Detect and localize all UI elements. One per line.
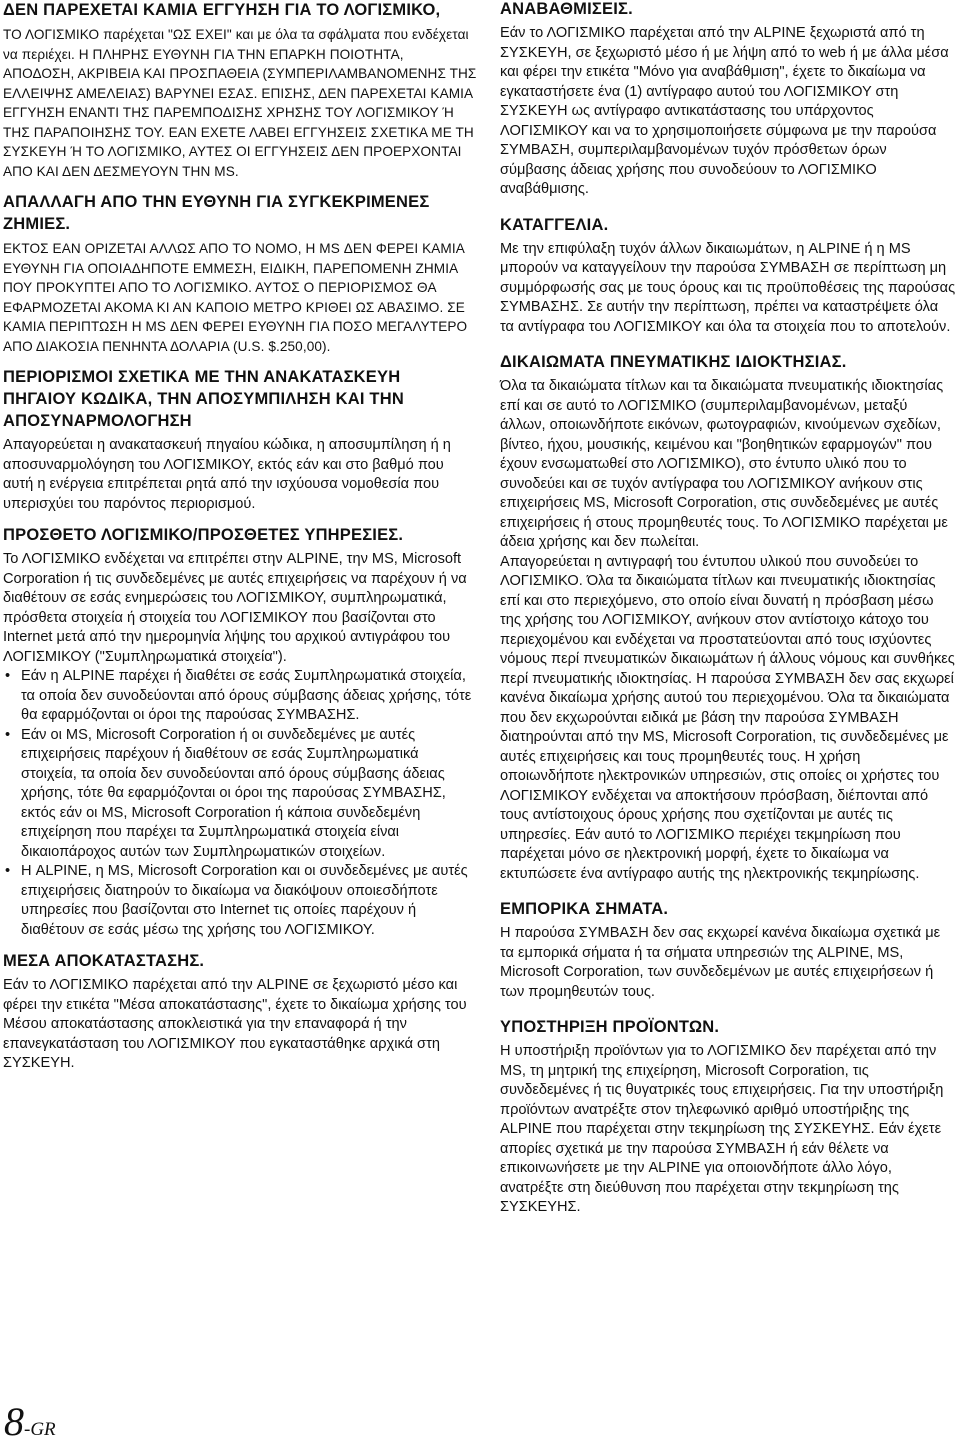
paragraph-intellectual-property-2: Απαγορεύεται η αντιγραφή του έντυπου υλικού που συνοδεύει το ΛΟΓΙΣΜΙΚΟ. Όλα τα δικαιώματα τίτλων και πνευματικής ιδιοκτησίας επί και στο περιεχόμενο, στο οποίο είναι δυνατή η πρόσβαση μέσω της χρήσης του ΛΟΓΙΣΜΙΚΟΥ, ανήκουν στον αντίστοιχο κάτοχο του περιεχομένου και ενδέχεται να προστατεύονται από τους ισχύοντες νόμους περί πνευματικών δικαιωμάτων ή άλλους νόμους και συνθήκες περί πνευματικής ιδιοκτησίας. Η παρούσα ΣΥΜΒΑΣΗ δεν σας εκχωρεί κανένα δικαίωμα χρήσης αυτού του περιεχομένου. Όλα τα δικαιώματα που δεν εκχωρούνται ειδικά με βάση την παρούσα ΣΥΜΒΑΣΗ διατηρούνται από την MS, Microsoft Corporation, τις συνδεδεμένες με αυτές επιχειρήσεις και τους προμηθευτές τους. Η χρήση οποιωνδήποτε ηλεκτρονικών υπηρεσιών, στις οποίες οι χρήστες του ΛΟΓΙΣΜΙΚΟΥ ενδέχεται να αποκτήσουν πρόσβαση, διέπονται από τους αντίστοιχους όρους χρήσης που σχετίζονται με αυτές τις υπηρεσίες. Εάν αυτό το ΛΟΓΙΣΜΙΚΟ περιέχει τεκμηρίωση που παρέχεται μόνο σε ηλεκτρονική μορφή, έχετε το δικαίωμα να εκτυπώσετε ένα αντίγραφο αυτής της ηλεκτρονικής τεκμηρίωσης. xyxy=(500,553,955,882)
paragraph-no-warranty: ΤΟ ΛΟΓΙΣΜΙΚΟ παρέχεται "ΩΣ ΕΧΕΙ" και με όλα τα σφάλματα που ενδέχεται να περιέχει. Η ΠΛΗΡΗΣ ΕΥΘΥΝΗ ΓΙΑ ΤΗΝ ΕΠΑΡΚΗ ΠΟΙΟΤΗΤΑ, ΑΠΟΔΟΣΗ, ΑΚΡΙΒΕΙΑ ΚΑΙ ΠΡΟΣΠΑΘΕΙΑ (ΣΥΜΠΕΡΙΛΑΜΒΑΝΟΜΕΝΗΣ ΤΗΣ ΕΛΛΕΙΨΗΣ ΑΜΕΛΕΙΑΣ) ΒΑΡΥΝΕΙ ΕΣΑΣ. ΕΠΙΣΗΣ, ΔΕΝ ΠΑΡΕΧΕΤΑΙ ΚΑΜΙΑ ΕΓΓΥΗΣΗ ΕΝΑΝΤΙ ΤΗΣ ΠΑΡΕΜΠΟΔΙΣΗΣ ΧΡΗΣΗΣ ΤΟΥ ΛΟΓΙΣΜΙΚΟΥ Ή ΤΗΣ ΠΑΡΑΠΟΙΗΣΗΣ ΤΟΥ. ΕΑΝ ΕΧΕΤΕ ΛΑΒΕΙ ΕΓΓΥΗΣΕΙΣ ΣΧΕΤΙΚΑ ΜΕ ΤΗ ΣΥΣΚΕΥΗ Ή ΤΟ ΛΟΓΙΣΜΙΚΟ, ΑΥΤΕΣ ΟΙ ΕΓΓΥΗΣΕΙΣ ΔΕΝ ΠΡΟΕΡΧΟΝΤΑΙ ΑΠΟ ΚΑΙ ΔΕΝ ΔΕΣΜΕΥΟΥΝ ΤΗΝ MS. xyxy=(3,27,477,179)
heading-reverse-engineering: ΠΕΡΙΟΡΙΣΜΟΙ ΣΧΕΤΙΚΑ ΜΕ ΤΗΝ ΑΝΑΚΑΤΑΣΚΕΥΗ ΠΗΓΑΙΟΥ ΚΩΔΙΚΑ, ΤΗΝ ΑΠΟΣΥΜΠΙΛΗΣΗ ΚΑΙ ΤΗΝ ΑΠΟΣΥΝΑΡΜΟΛΟΓΗΣΗ xyxy=(3,368,404,430)
bullet-text: Η ALPINE, η MS, Microsoft Corporation και οι συνδεδεμένες με αυτές επιχειρήσεις διατηρούν το δικαίωμα να διακόψουν οποιεσδήποτε υπηρεσίες που βασίζονται στο Internet τις οποίες παρέχουν ή διαθέτουν σε εσάς μέσω της χρήσης του ΛΟΓΙΣΜΙΚΟΥ. xyxy=(21,863,468,938)
heading-upgrades: ΑΝΑΒΑΘΜΙΣΕΙΣ. xyxy=(500,0,633,18)
supplements-bullet-list xyxy=(3,667,477,940)
paragraph-supplements: Το ΛΟΓΙΣΜΙΚΟ ενδέχεται να επιτρέπει στην ALPINE, την MS, Microsoft Corporation ή τις συνδεδεμένες με αυτές επιχειρήσεις να παρέχουν ή να διαθέτουν σε εσάς ενημερώσεις του ΛΟΓΙΣΜΙΚΟΥ, συμπληρωματικά, πρόσθετα στοιχεία ή στοιχεία του ΛΟΓΙΣΜΙΚΟΥ που βασίζονται στο Internet μετά από την ημερομηνία λήψης του αρχικού αντιγράφου του ΛΟΓΙΣΜΙΚΟΥ ("Συμπληρωματικά στοιχεία"). xyxy=(3,551,467,665)
paragraph-upgrades: Εάν το ΛΟΓΙΣΜΙΚΟ παρέχεται από την ALPINE ξεχωριστά από τη ΣΥΣΚΕΥΗ, σε ξεχωριστό μέσο ή με λήψη από το web ή με άλλα μέσα και φέρει την ετικέτα "Μόνο για αναβάθμιση", έχετε το δικαίωμα να εγκαταστήσετε ένα (1) αντίγραφο αυτού του ΛΟΓΙΣΜΙΚΟΥ στη ΣΥΣΚΕΥΗ ως αντίγραφο αντικατάστασης του υπάρχοντος ΛΟΓΙΣΜΙΚΟΥ και να το χρησιμοποιήσετε σύμφωνα με την παρούσα ΣΥΜΒΑΣΗ, συμπεριλαμβανομένων τυχόν πρόσθετων όρων σύμβασης άδειας χρήσης που συνοδεύουν το ΛΟΓΙΣΜΙΚΟ αναβάθμισης. xyxy=(500,25,949,197)
heading-supplements: ΠΡΟΣΘΕΤΟ ΛΟΓΙΣΜΙΚΟ/ΠΡΟΣΘΕΤΕΣ ΥΠΗΡΕΣΙΕΣ. xyxy=(3,526,404,544)
left-column xyxy=(3,0,477,1074)
bullet-text: Εάν οι MS, Microsoft Corporation ή οι συνδεδεμένες με αυτές επιχειρήσεις παρέχουν ή διαθέτουν σε εσάς Συμπληρωματικά στοιχεία, τα οποία δεν συνοδεύονται από όρους σύμβασης άδειας χρήσης, τότε θα εφαρμόζονται οι όροι της παρούσας ΣΥΜΒΑΣΗΣ, εκτός εάν οι MS, Microsoft Corporation ή κάποια συνδεδεμένη επιχείρηση που παρέχει τα Συμπληρωματικά στοιχεία είναι δικαιοπάροχος αυτών των Συμπληρωματικών στοιχείων. xyxy=(21,726,446,860)
paragraph-product-support: Η υποστήριξη προϊόντων για το ΛΟΓΙΣΜΙΚΟ δεν παρέχεται από την MS, τη μητρική της επιχείρηση, Microsoft Corporation, τις συνδεδεμένες ή τις θυγατρικές τους επιχειρήσεις. Για την υποστήριξη προϊόντων ανατρέξτε στον τηλεφωνικό αριθμό υποστήριξης της ALPINE που παρέχεται στην τεκμηρίωση της ΣΥΣΚΕΥΗΣ. Εάν έχετε απορίες σχετικά με την παρούσα ΣΥΜΒΑΣΗ ή εάν θέλετε να επικοινωνήσετε με την ALPINE για οποιονδήποτε άλλο λόγο, ανατρέξτε στη διεύθυνση που παρέχεται στην τεκμηρίωση της ΣΥΣΚΕΥΗΣ. xyxy=(500,1043,944,1215)
section-supplements xyxy=(3,524,477,940)
heading-intellectual-property: ΔΙΚΑΙΩΜΑΤΑ ΠΝΕΥΜΑΤΙΚΗΣ ΙΔΙΟΚΤΗΣΙΑΣ. xyxy=(500,353,847,371)
section-intellectual-property xyxy=(500,351,956,884)
heading-termination: ΚΑΤΑΓΓΕΛΙΑ. xyxy=(500,215,609,234)
section-recovery-media xyxy=(3,950,477,1074)
paragraph-termination: Με την επιφύλαξη τυχόν άλλων δικαιωμάτων, η ALPINE ή η MS μπορούν να καταγγείλουν την παρούσα ΣΥΜΒΑΣΗ σε περίπτωση μη συμμόρφωσής σας με τους όρους και τις προϋποθέσεις της παρούσας ΣΥΜΒΑΣΗΣ. Σε αυτήν την περίπτωση, πρέπει να καταστρέψετε όλα τα αντίγραφα του ΛΟΓΙΣΜΙΚΟΥ και όλα τα στοιχεία που το αποτελούν. xyxy=(500,240,956,335)
page-number xyxy=(4,1398,56,1445)
section-product-support xyxy=(500,1016,956,1218)
section-upgrades xyxy=(500,0,956,200)
section-reverse-engineering xyxy=(3,366,477,514)
paragraph-recovery-media: Εάν το ΛΟΓΙΣΜΙΚΟ παρέχεται από την ALPINE σε ξεχωριστό μέσο και φέρει την ετικέτα "Μέσα αποκατάστασης", έχετε το δικαίωμα χρήσης του Μέσου αποκατάστασης αποκλειστικά για την επαναφορά ή την επανεγκατάσταση του ΛΟΓΙΣΜΙΚΟΥ που εγκαταστάθηκε αρχικά στη ΣΥΣΚΕΥΗ. xyxy=(3,977,467,1071)
bullet-icon: • xyxy=(5,863,11,879)
right-column xyxy=(500,0,956,1218)
section-trademarks xyxy=(500,898,956,1002)
bullet-icon: • xyxy=(5,668,11,684)
bullet-text: Εάν η ALPINE παρέχει ή διαθέτει σε εσάς Συμπληρωματικά στοιχεία, τα οποία δεν συνοδεύονται από όρους σύμβασης άδειας χρήσης, τότε θα εφαρμόζονται οι όροι της παρούσας ΣΥΜΒΑΣΗΣ. xyxy=(21,668,472,723)
section-liability-exclusion xyxy=(3,191,477,356)
heading-no-warranty: ΔΕΝ ΠΑΡΕΧΕΤΑΙ ΚΑΜΙΑ ΕΓΓΥΗΣΗ ΓΙΑ ΤΟ ΛΟΓΙΣΜΙΚΟ, xyxy=(3,1,441,19)
paragraph-reverse-engineering: Απαγορεύεται η ανακατασκευή πηγαίου κώδικα, η αποσυμπίληση ή η αποσυναρμολόγηση του ΛΟΓΙΣΜΙΚΟΥ, εκτός εάν και στο βαθμό που αυτή η ενέργεια επιτρέπεται ρητά από την ισχύουσα νομοθεσία που υπερισχύει του παρόντος περιορισμού. xyxy=(3,437,451,512)
bullet-item xyxy=(3,862,477,940)
heading-recovery-media: ΜΕΣΑ ΑΠΟΚΑΤΑΣΤΑΣΗΣ. xyxy=(3,952,205,970)
heading-product-support: ΥΠΟΣΤΗΡΙΞΗ ΠΡΟΪΟΝΤΩΝ. xyxy=(500,1018,720,1036)
paragraph-intellectual-property: Όλα τα δικαιώματα τίτλων και τα δικαιώματα πνευματικής ιδιοκτησίας επί και σε αυτό το ΛΟΓΙΣΜΙΚΟ (συμπεριλαμβανομένων, μεταξύ άλλων, οποιωνδήποτε εικόνων, φωτογραφιών, κινούμενων σχεδίων, βίντεο, ήχου, μουσικής, κειμένου και "βοηθητικών εφαρμογών" που έχουν ενσωματωθεί στο ΛΟΓΙΣΜΙΚΟ), στο έντυπο υλικό που το συνοδεύει και σε τυχόν αντίγραφα του ΛΟΓΙΣΜΙΚΟΥ ανήκουν στις επιχειρήσεις MS, Microsoft Corporation, στις συνδεδεμένες με αυτές επιχειρήσεις ή στους προμηθευτές τους. Το ΛΟΓΙΣΜΙΚΟ παρέχεται με άδεια χρήσης και δεν πωλείται. xyxy=(500,378,948,550)
bullet-item xyxy=(3,726,477,863)
page-number-digit: 8 xyxy=(4,1399,24,1444)
bullet-item xyxy=(3,667,477,726)
heading-trademarks: ΕΜΠΟΡΙΚΑ ΣΗΜΑΤΑ. xyxy=(500,900,669,918)
section-termination xyxy=(500,214,956,338)
section-no-warranty xyxy=(3,0,477,181)
paragraph-liability-exclusion: ΕΚΤΟΣ ΕΑΝ ΟΡΙΖΕΤΑΙ ΑΛΛΩΣ ΑΠΟ ΤΟ ΝΟΜΟ, Η MS ΔΕΝ ΦΕΡΕΙ ΚΑΜΙΑ ΕΥΘΥΝΗ ΓΙΑ ΟΠΟΙΑΔΗΠΟΤΕ ΕΜΜΕΣΗ, ΕΙΔΙΚΗ, ΠΑΡΕΠΟΜΕΝΗ ΖΗΜΙΑ ΠΟΥ ΠΡΟΚΥΠΤΕΙ ΑΠΟ ΤΟ ΛΟΓΙΣΜΙΚΟ. ΑΥΤΟΣ Ο ΠΕΡΙΟΡΙΣΜΟΣ ΘΑ ΕΦΑΡΜΟΖΕΤΑΙ ΑΚΟΜΑ ΚΙ ΑΝ ΚΑΠΟΙΟ ΜΕΤΡΟ ΚΡΙΘΕΙ ΩΣ ΑΒΑΣΙΜΟ. ΣΕ ΚΑΜΙΑ ΠΕΡΙΠΤΩΣΗ Η MS ΔΕΝ ΦΕΡΕΙ ΕΥΘΥΝΗ ΓΙΑ ΠΟΣΟ ΜΕΓΑΛΥΤΕΡΟ ΑΠΟ ΔΙΑΚΟΣΙΑ ΠΕΝΗΝΤΑ ΔΟΛΑΡΙΑ (U.S. $.250,00). xyxy=(3,241,468,354)
heading-liability-exclusion: ΑΠΑΛΛΑΓΗ ΑΠΟ ΤΗΝ ΕΥΘΥΝΗ ΓΙΑ ΣΥΓΚΕΚΡΙΜΕΝΕΣ ΖΗΜΙΕΣ. xyxy=(3,193,430,233)
page-number-suffix: -GR xyxy=(24,1419,56,1440)
bullet-icon: • xyxy=(5,726,11,743)
paragraph-trademarks: Η παρούσα ΣΥΜΒΑΣΗ δεν σας εκχωρεί κανένα δικαίωμα σχετικά με τα εμπορικά σήματα ή τα σήματα υπηρεσιών της ALPINE, MS, Microsoft Corporation, των συνδεδεμένων με αυτές επιχειρήσεων ή των προμηθευτών τους. xyxy=(500,925,941,1000)
